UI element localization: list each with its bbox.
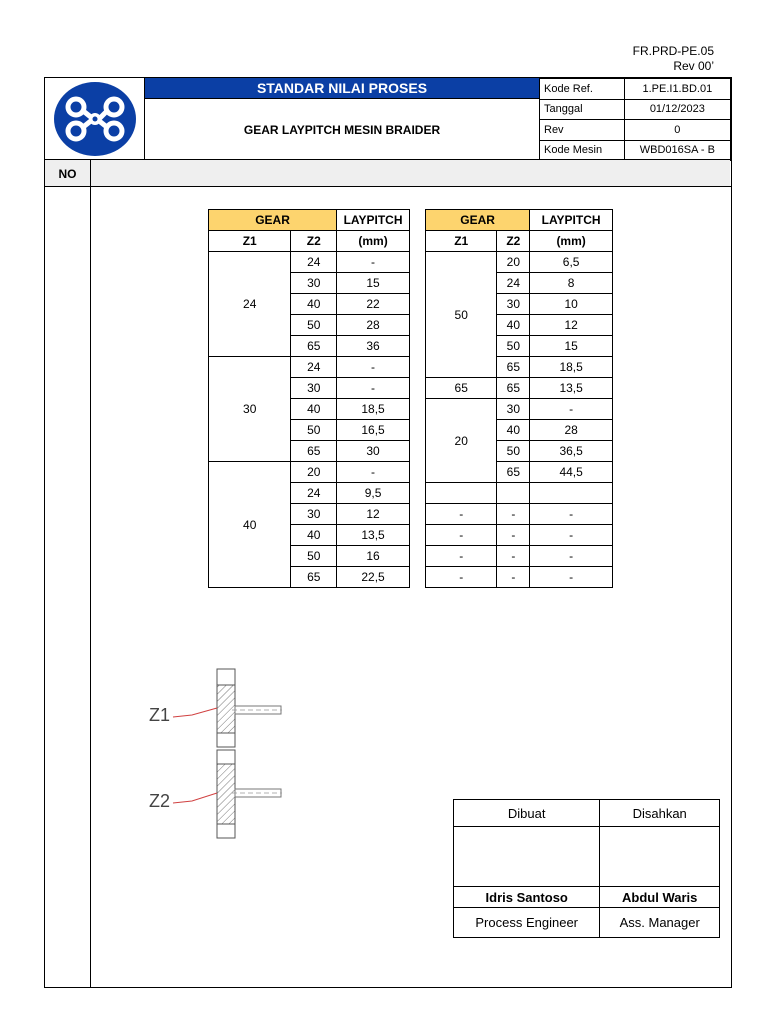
laypitch-header: LAYPITCH xyxy=(337,210,410,231)
z2-cell: 40 xyxy=(497,315,530,336)
made-by-role: Process Engineer xyxy=(454,908,600,938)
meta-label: Kode Mesin xyxy=(540,140,625,161)
meta-label: Tanggal xyxy=(540,99,625,120)
gear-table-left xyxy=(208,209,410,588)
meta-row xyxy=(540,140,731,161)
laypitch-cell: 12 xyxy=(530,315,613,336)
z2-cell: 65 xyxy=(497,357,530,378)
laypitch-cell: 22 xyxy=(337,294,410,315)
document-subtitle: GEAR LAYPITCH MESIN BRAIDER xyxy=(145,98,539,160)
made-by-label: Dibuat xyxy=(454,800,600,827)
made-by-signature-area xyxy=(454,827,600,887)
laypitch-cell: 36 xyxy=(337,336,410,357)
company-logo xyxy=(45,78,145,160)
laypitch-cell: 36,5 xyxy=(530,441,613,462)
z1-cell: - xyxy=(426,504,497,525)
document-revision: Rev 00’ xyxy=(673,59,714,73)
table-row xyxy=(209,462,410,483)
z2-cell: - xyxy=(497,504,530,525)
made-by-name: Idris Santoso xyxy=(454,887,600,908)
laypitch-cell: 13,5 xyxy=(530,378,613,399)
z2-cell xyxy=(497,483,530,504)
z2-cell: 65 xyxy=(291,441,337,462)
z2-header: Z2 xyxy=(291,231,337,252)
z2-cell: 30 xyxy=(497,399,530,420)
z1-cell: 20 xyxy=(426,399,497,483)
laypitch-cell: 28 xyxy=(337,315,410,336)
laypitch-cell: 28 xyxy=(530,420,613,441)
z2-cell: 40 xyxy=(497,420,530,441)
laypitch-cell: - xyxy=(530,399,613,420)
gear-header: GEAR xyxy=(426,210,530,231)
meta-label: Rev xyxy=(540,120,625,141)
z2-cell: 30 xyxy=(497,294,530,315)
meta-value: 1.PE.I1.BD.01 xyxy=(624,79,730,100)
z2-cell: 65 xyxy=(497,378,530,399)
meta-row xyxy=(540,120,731,141)
table-row xyxy=(426,399,613,420)
table-row xyxy=(426,504,613,525)
table-row xyxy=(426,525,613,546)
z2-cell: 65 xyxy=(291,567,337,588)
z2-cell: 24 xyxy=(291,252,337,273)
laypitch-cell: 6,5 xyxy=(530,252,613,273)
header-row xyxy=(426,210,613,231)
table-row xyxy=(426,567,613,588)
subheader-row xyxy=(209,231,410,252)
z1-cell: - xyxy=(426,525,497,546)
meta-label: Kode Ref. xyxy=(540,79,625,100)
z2-cell: 24 xyxy=(291,357,337,378)
laypitch-cell: - xyxy=(530,525,613,546)
laypitch-cell: - xyxy=(530,504,613,525)
gear-z2-drawing xyxy=(173,750,282,838)
document-code: FR.PRD-PE.05 xyxy=(632,44,714,58)
z2-cell: 40 xyxy=(291,399,337,420)
gear-z1-drawing xyxy=(173,669,282,747)
table-row xyxy=(426,546,613,567)
laypitch-cell: 22,5 xyxy=(337,567,410,588)
laypitch-cell: 15 xyxy=(530,336,613,357)
z2-cell: 65 xyxy=(497,462,530,483)
z2-cell: 50 xyxy=(291,420,337,441)
z2-cell: 20 xyxy=(291,462,337,483)
approved-label: Disahkan xyxy=(600,800,720,827)
diagram-label-z1: Z1 xyxy=(149,705,171,725)
z1-cell: 24 xyxy=(209,252,291,357)
z1-cell: 40 xyxy=(209,462,291,588)
z2-cell: 50 xyxy=(497,336,530,357)
z1-cell xyxy=(426,483,497,504)
diagram-label-z2: Z2 xyxy=(149,791,171,811)
z2-cell: 20 xyxy=(497,252,530,273)
z2-cell: 40 xyxy=(291,525,337,546)
unit-header: (mm) xyxy=(337,231,410,252)
approved-signature-area xyxy=(600,827,720,887)
z2-cell: 24 xyxy=(291,483,337,504)
laypitch-cell: - xyxy=(337,357,410,378)
z2-header: Z2 xyxy=(497,231,530,252)
z1-cell: - xyxy=(426,567,497,588)
table-row xyxy=(209,357,410,378)
approved-role: Ass. Manager xyxy=(600,908,720,938)
table-row xyxy=(426,378,613,399)
table-row xyxy=(426,483,613,504)
table-row xyxy=(426,252,613,273)
z1-cell: 30 xyxy=(209,357,291,462)
document-title: STANDAR NILAI PROSES xyxy=(145,78,539,98)
z2-cell: - xyxy=(497,567,530,588)
z1-cell: - xyxy=(426,546,497,567)
table-row xyxy=(209,252,410,273)
subheader-row xyxy=(426,231,613,252)
no-label: NO xyxy=(58,166,77,181)
laypitch-cell: - xyxy=(337,378,410,399)
meta-row xyxy=(540,99,731,120)
z2-cell: 50 xyxy=(291,315,337,336)
laypitch-cell: 18,5 xyxy=(530,357,613,378)
laypitch-cell: - xyxy=(337,252,410,273)
laypitch-cell: - xyxy=(337,462,410,483)
laypitch-cell xyxy=(530,483,613,504)
laypitch-cell: - xyxy=(530,546,613,567)
laypitch-cell: 13,5 xyxy=(337,525,410,546)
z1-header: Z1 xyxy=(426,231,497,252)
no-row xyxy=(45,160,730,187)
meta-row xyxy=(540,79,731,100)
unit-header: (mm) xyxy=(530,231,613,252)
z1-cell: 65 xyxy=(426,378,497,399)
meta-value: WBD016SA - B xyxy=(624,140,730,161)
laypitch-cell: 44,5 xyxy=(530,462,613,483)
laypitch-cell: 10 xyxy=(530,294,613,315)
gear-header: GEAR xyxy=(209,210,337,231)
z2-cell: 50 xyxy=(291,546,337,567)
z2-cell: - xyxy=(497,525,530,546)
laypitch-cell: 9,5 xyxy=(337,483,410,504)
laypitch-cell: 12 xyxy=(337,504,410,525)
z2-cell: 40 xyxy=(291,294,337,315)
laypitch-cell: - xyxy=(530,567,613,588)
gear-diagram xyxy=(140,665,290,845)
approved-name: Abdul Waris xyxy=(600,887,720,908)
z2-cell: - xyxy=(497,546,530,567)
header-row xyxy=(209,210,410,231)
signature-table xyxy=(453,799,720,938)
z1-header: Z1 xyxy=(209,231,291,252)
laypitch-cell: 16,5 xyxy=(337,420,410,441)
z2-cell: 30 xyxy=(291,378,337,399)
logo-icon xyxy=(52,80,138,158)
z2-cell: 30 xyxy=(291,273,337,294)
meta-value: 01/12/2023 xyxy=(624,99,730,120)
laypitch-header: LAYPITCH xyxy=(530,210,613,231)
laypitch-cell: 16 xyxy=(337,546,410,567)
laypitch-cell: 30 xyxy=(337,441,410,462)
z2-cell: 65 xyxy=(291,336,337,357)
z2-cell: 30 xyxy=(291,504,337,525)
z2-cell: 50 xyxy=(497,441,530,462)
z2-cell: 24 xyxy=(497,273,530,294)
gear-table-right xyxy=(425,209,613,588)
laypitch-cell: 18,5 xyxy=(337,399,410,420)
meta-value: 0 xyxy=(624,120,730,141)
laypitch-cell: 15 xyxy=(337,273,410,294)
z1-cell: 50 xyxy=(426,252,497,378)
meta-table xyxy=(539,78,731,161)
laypitch-cell: 8 xyxy=(530,273,613,294)
